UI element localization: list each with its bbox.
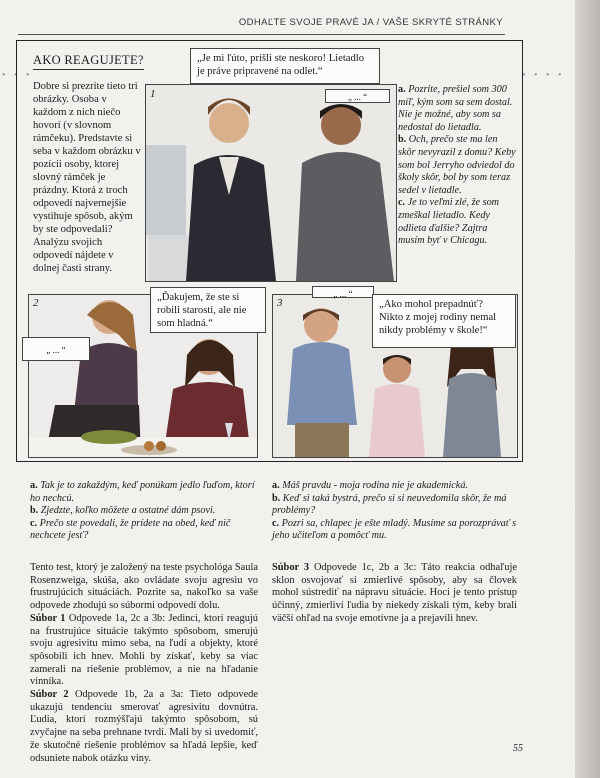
header-rule xyxy=(18,34,505,35)
scene-2-answers xyxy=(30,480,258,543)
scene-1-photo xyxy=(145,84,397,282)
scene-1-speech-bubble: „Je mi ľúto, prišli ste neskoro! Lietadlo je práve pripravené na odlet.“ xyxy=(190,48,380,84)
scene-3-number: 3 xyxy=(277,297,283,309)
analysis-column-right xyxy=(272,562,517,626)
scene-1-answer-c: c. Je to veľmi zlé, že som zmeškal lietadlo. Kedy odlieta ďalšie? Zajtra musím byť v Chicagu. xyxy=(398,197,500,247)
scene-2-empty-bubble: „ ... “ xyxy=(22,337,90,361)
analysis-column-left xyxy=(30,562,258,765)
scene-1-answer-a: a. Pozrite, prešiel som 300 míľ, kým som sa sem dostal. Nie je možné, aby som sa nedostal do lietadla. xyxy=(398,84,513,133)
scene-1-empty-bubble: „ ... “ xyxy=(325,89,390,103)
scene-2-answer-b: b. Zjedzte, koľko môžete a ostatné dám psovi. xyxy=(30,505,216,517)
scene-2-number: 2 xyxy=(33,297,39,309)
margin-dots-left: • • • xyxy=(2,70,33,81)
scene-2-answer-c: c. Prečo ste povedali, že prídete na obed, keď nič nechcete jesť? xyxy=(30,517,231,542)
analysis-set-3: Súbor 3 Odpovede 1c, 2b a 3c: Táto reakcia odhaľuje sklon osvojovať si zmierlivé spôsoby, aby sa človek mohol sústrediť na nápravu situácie. Hoci je tento prístup účinný, zmierliví ľudia by niekedy získali tým, keby brali väčší ohľad na svoje emotívne ja a prejavili hnev. xyxy=(272,562,518,624)
scene-3-answer-b: b. Keď si taká bystrá, prečo si si neuvedomila skôr, že má problémy? xyxy=(272,492,507,517)
scene-1-answers xyxy=(398,84,516,248)
running-head: ODHAĽTE SVOJE PRAVÉ JA / VAŠE SKRYTÉ STRÁNKY xyxy=(238,17,503,28)
scene-3-speech-bubble: „Ako mohol prepadnúť? Nikto z mojej rodiny nemal nikdy problémy v škole!“ xyxy=(372,294,516,348)
scene-2-answer-a: a. Tak je to zakaždým, keď ponúkam jedlo ľuďom, ktorí ho nechcú. xyxy=(30,480,255,504)
sidebar-body: Dobre si prezrite tieto tri obrázky. Osoba v každom z nich niečo hovorí (v slovnom rámčeku). Predstavte si seba v každom obrázku v pozícii osoby, ktorej slovný rámček je prázdny. Ktorá z troch odpovedí najvernejšie vystihuje spôsob, akým by ste odpovedali? Analýzu svojich odpovedí nájdete v dolnej časti strany. xyxy=(33,81,141,274)
sidebar-title: AKO REAGUJETE? xyxy=(33,53,144,70)
book-gutter xyxy=(575,0,600,778)
margin-dots-right: • • • • xyxy=(522,70,565,81)
scene-3-empty-bubble: „ ... “ xyxy=(312,286,374,298)
scene-3-answer-c: c. Pozri sa, chlapec je ešte mladý. Musíme sa porozprávať s jeho učiteľom a pomôcť mu. xyxy=(272,517,517,542)
scene-1-number: 1 xyxy=(150,88,156,100)
scene-3-answer-a: a. Máš pravdu - moja rodina nie je akademická. xyxy=(272,480,468,491)
scene-1-illustration xyxy=(146,85,396,281)
scene-2-speech-bubble: „Ďakujem, že ste si robili starosti, ale nie som hladná.“ xyxy=(150,287,266,333)
analysis-set-1: Súbor 1 Odpovede 1a, 2c a 3b: Jedinci, ktorí reagujú na frustrujúce situácie takýmto spôsobom, smerujú svoju agresivitu mimo seba, na ľudí a objekty, ktoré spôsobili ich hnev. Mohli by získať, keby sa viac zamerali na riešenie problémov, a nie na hľadanie vinníka. xyxy=(30,612,258,688)
analysis-intro: Tento test, ktorý je založený na teste psychológa Saula Rosenzweiga, skúša, ako ovládate svoju agresiu vo frustrujúcich situáciách. Pozrite sa, nakoľko sa vaše odpovede zhodujú so súbormi odpovedí dolu. xyxy=(30,562,258,612)
page-number: 55 xyxy=(513,743,523,754)
analysis-set-2: Súbor 2 Odpovede 1b, 2a a 3a: Tieto odpovede ukazujú tendenciu smerovať agresivitu dovnútra. Ľudia, ktorí rozmýšľajú takýmto spôsobom, sú zvyčajne na seba prehnane tvrdí. Mali by si uvedomiť, že skutočné riešenie problémov sa hľadá lepšie, keď odsuniete nabok otázku viny. xyxy=(30,689,258,764)
scene-3-answers xyxy=(272,480,517,543)
scene-1-answer-b: b. Och, prečo ste ma len skôr nevyrazil z domu? Keby som bol Jerryho odviedol do školy skôr, bol by som teraz sedel v lietadle. xyxy=(398,134,516,196)
